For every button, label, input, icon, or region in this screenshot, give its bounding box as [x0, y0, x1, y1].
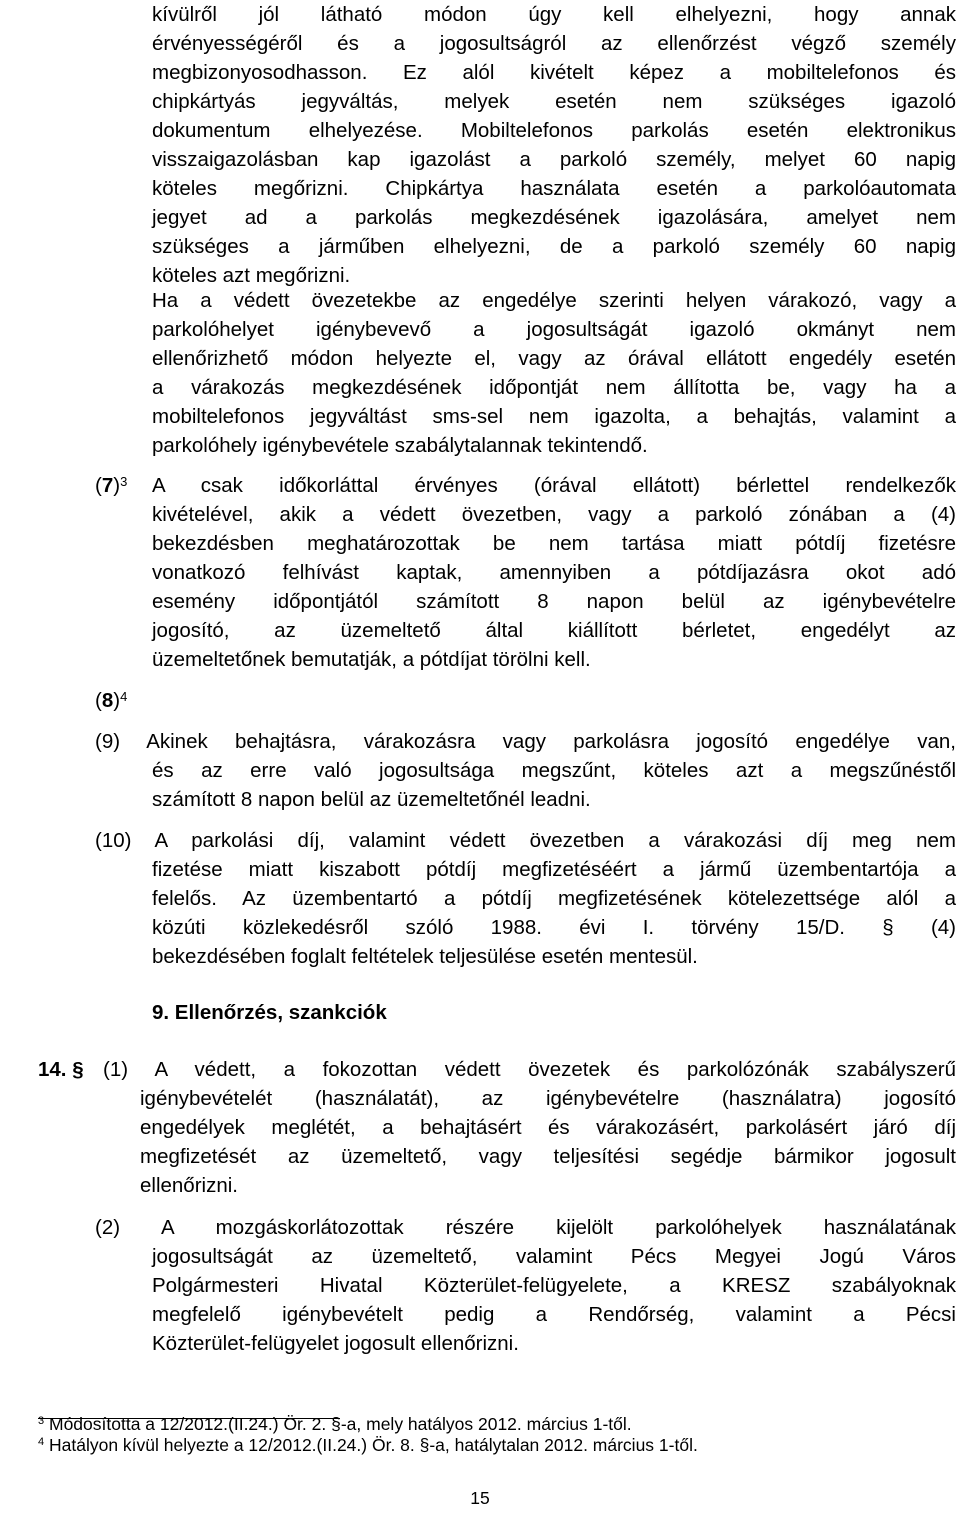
- text-line: fizetése miatt kiszabott pótdíj megfizetéséért a jármű üzembentartója a: [152, 858, 956, 881]
- footnote-3: $^3$ Módosította a 12/2012.(II.24.) Ör. 2. §-a, mely hatályos 2012. március 1-től.: [38, 1414, 632, 1434]
- text-line: jogosító, az üzemeltető által kiállított bérletet, engedélyt az: [152, 619, 956, 642]
- text-line: igénybevételét (használatát), az igénybevételre (használatra) jogosító: [140, 1087, 956, 1110]
- text-line: kívülről jól látható módon úgy kell elhelyezni, hogy annak: [152, 3, 956, 26]
- page-number: 15: [470, 1488, 490, 1508]
- text-line: parkolóhelyet igénybevevő a jogosultságát igazoló okmányt nem: [152, 318, 956, 341]
- text-line: vonatkozó felhívást kaptak, amennyiben a pótdíjazásra okot adó: [152, 561, 956, 584]
- text-line: (1) A védett, a fokozottan védett övezetek és parkolózónák szabályszerű: [103, 1058, 956, 1081]
- text-line: (10) A parkolási díj, valamint védett övezetben a várakozási díj meg nem: [95, 829, 956, 852]
- paragraph-7: [152, 471, 956, 674]
- text-line: Polgármesteri Hivatal Közterület-felügyelete, a KRESZ szabályoknak: [152, 1274, 956, 1297]
- section-heading: 9. Ellenőrzés, szankciók: [152, 1001, 387, 1024]
- text-line: jegyet ad a parkolás megkezdésének igazolására, amelyet nem: [152, 206, 956, 229]
- paragraph-10: [95, 826, 956, 855]
- text-line: chipkártyás jegyváltás, melyek esetén nem szükséges igazoló: [152, 90, 956, 113]
- text-line: Ha a védett övezetekbe az engedélye szerinti helyen várakozó, vagy a: [152, 289, 956, 312]
- footnote-ref: 4: [120, 689, 128, 704]
- violation-paragraph: [152, 286, 956, 460]
- text-line: A csak időkorláttal érvényes (órával ellátott) bérlettel rendelkezők: [152, 474, 956, 497]
- text-line: bekezdésben meghatározottak be nem tartása miatt pótdíj fizetésre: [152, 532, 956, 555]
- text-line: szükséges a járműben elhelyezni, de a parkoló személy 60 napig: [152, 235, 956, 258]
- text-line: (2) A mozgáskorlátozottak részére kijelölt parkolóhelyek használatának: [95, 1216, 956, 1239]
- text-line: üzemeltetőnek bemutatják, a pótdíjat törölni kell.: [152, 648, 591, 671]
- section-14-p1: [103, 1055, 956, 1084]
- paragraph-7-number: $(7)^3$: [95, 474, 128, 497]
- text-line: megfelelő igénybevételt pedig a Rendőrség, valamint a Pécsi: [152, 1303, 956, 1326]
- text-line: megbizonyosodhasson. Ez alól kivételt képez a mobiltelefonos és: [152, 61, 956, 84]
- paragraph-8-number: $(8)^4$: [95, 689, 128, 712]
- footnote-4: $^4$ Hatályon kívül helyezte a 12/2012.(II.24.) Ör. 8. §-a, hatálytalan 2012. március 1-től.: [38, 1435, 698, 1455]
- text-line: megfizetését az üzemeltető, vagy teljesítési segédje bármikor jogosult: [140, 1145, 956, 1168]
- text-line: közúti közlekedésről szóló 1988. évi I. törvény 15/D. § (4): [152, 916, 956, 939]
- text-line: felelős. Az üzembentartó a pótdíj megfizetésének kötelezettsége alól a: [152, 887, 956, 910]
- text-line: köteles azt megőrizni.: [152, 264, 351, 287]
- text-line: visszaigazolásban kap igazolást a parkoló személy, melyet 60 napig: [152, 148, 956, 171]
- text-line: dokumentum elhelyezése. Mobiltelefonos parkolás esetén elektronikus: [152, 119, 956, 142]
- top-paragraph: [152, 0, 956, 290]
- text-line: ellenőrizhető módon helyezte el, vagy az órával ellátott engedély esetén: [152, 347, 956, 370]
- text-line: kivételével, akik a védett övezetben, vagy a parkoló zónában a (4): [152, 503, 956, 526]
- text-line: bekezdésében foglalt feltételek teljesülése esetén mentesül.: [152, 945, 698, 968]
- section-14-p1-continuation: [140, 1084, 956, 1200]
- text-line: ellenőrizni.: [140, 1174, 238, 1197]
- text-line: és az erre való jogosultsága megszűnt, köteles azt a megszűnéstől: [152, 759, 956, 782]
- section-14-label: 14. §: [38, 1058, 84, 1081]
- section-14-p2: [95, 1213, 956, 1242]
- text-line: érvényességéről és a jogosultságról az ellenőrzést végző személy: [152, 32, 956, 55]
- text-line: jogosultságát az üzemeltető, valamint Pécs Megyei Jogú Város: [152, 1245, 956, 1268]
- text-line: esemény időpontjától számított 8 napon belül az igénybevételre: [152, 590, 956, 613]
- section-14-p2-continuation: [152, 1242, 956, 1358]
- text-line: Közterület-felügyelet jogosult ellenőrizni.: [152, 1332, 519, 1355]
- text-line: (9) Akinek behajtásra, várakozásra vagy parkolásra jogosító engedélye van,: [95, 730, 956, 753]
- footnote-ref: 3: [120, 474, 128, 489]
- text-line: számított 8 napon belül az üzemeltetőnél leadni.: [152, 788, 591, 811]
- text-line: parkolóhely igénybevétele szabálytalannak tekintendő.: [152, 434, 648, 457]
- paragraph-9: [95, 727, 956, 756]
- text-line: mobiltelefonos jegyváltást sms-sel nem igazolta, a behajtás, valamint a: [152, 405, 956, 428]
- paragraph-10-continuation: [152, 855, 956, 971]
- text-line: köteles megőrizni. Chipkártya használata esetén a parkolóautomata: [152, 177, 956, 200]
- text-line: engedélyek meglétét, a behajtásért és várakozásért, parkolásért járó díj: [140, 1116, 956, 1139]
- paragraph-9-continuation: [152, 756, 956, 814]
- text-line: a várakozás megkezdésének időpontját nem állította be, vagy ha a: [152, 376, 956, 399]
